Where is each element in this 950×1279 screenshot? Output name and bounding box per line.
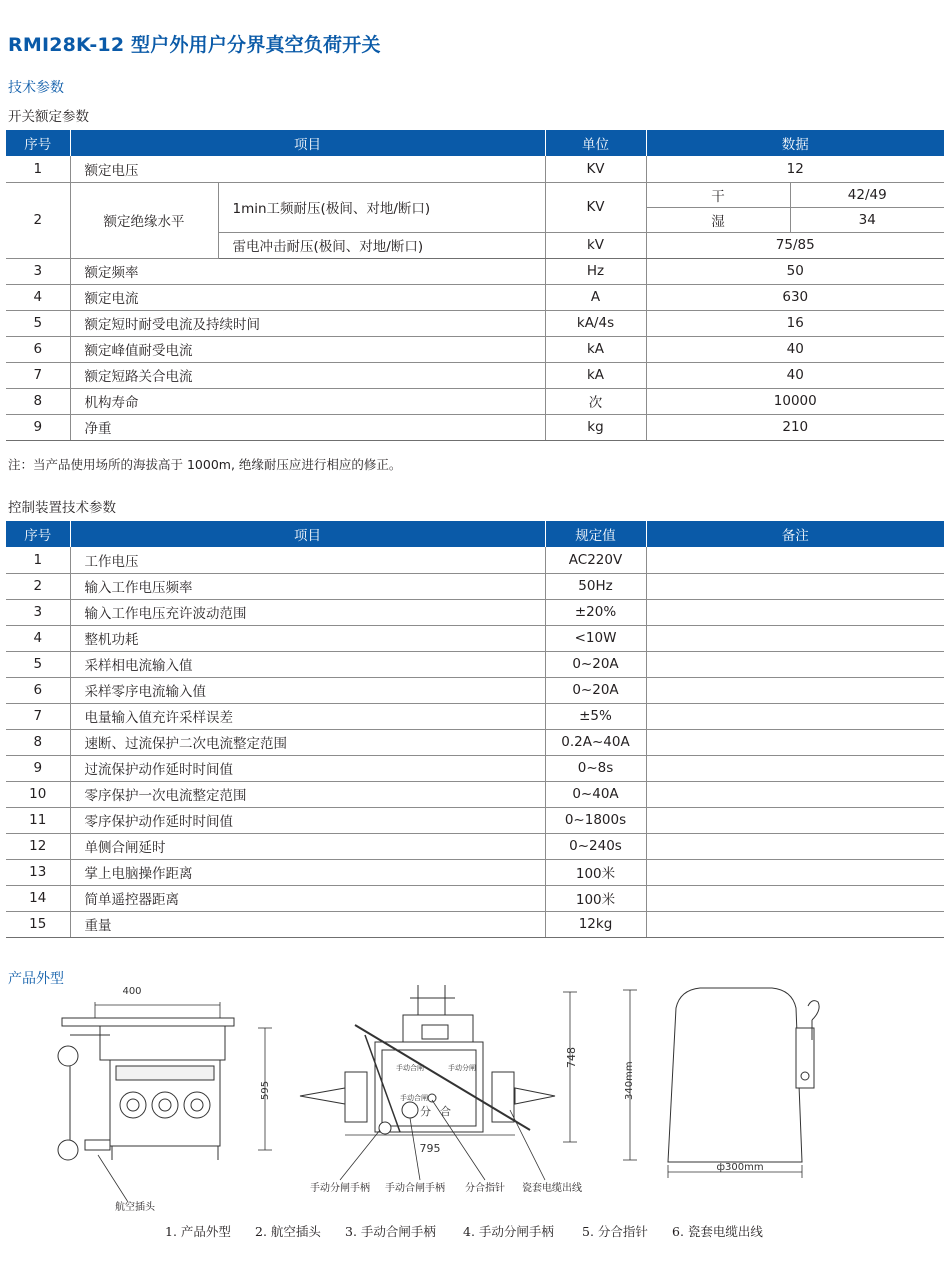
dim-300mm: ф300mm — [716, 1162, 764, 1173]
cell-spec: ±5% — [545, 703, 646, 729]
cell-spec: 50Hz — [545, 573, 646, 599]
cell-item: 机构寿命 — [70, 388, 545, 414]
cell-subitem: 1min工频耐压(极间、对地/断口) — [218, 182, 545, 232]
cell-spec: 0.2A~40A — [545, 729, 646, 755]
cell-item: 输入工作电压充许波动范围 — [70, 599, 545, 625]
label-aviation-plug: 航空插头 — [115, 1202, 155, 1213]
altitude-note: 注：当产品使用场所的海拔高于 1000m, 绝缘耐压应进行相应的修正。 — [8, 457, 402, 472]
cell-item: 零序保护一次电流整定范围 — [70, 781, 545, 807]
dim-795: 795 — [419, 1142, 441, 1155]
caption-2: 2. 航空插头 — [255, 1224, 321, 1239]
cell-no: 9 — [6, 755, 70, 781]
cell-value: 75/85 — [646, 232, 944, 258]
cell-no: 5 — [6, 310, 70, 336]
table-header-row — [6, 130, 944, 156]
cell-no: 3 — [6, 258, 70, 284]
table-row — [6, 547, 944, 573]
cell-subitem: 雷电冲击耐压(极间、对地/断口) — [218, 232, 545, 258]
table-row — [6, 859, 944, 885]
cell-spec: 12kg — [545, 911, 646, 937]
cell-no: 7 — [6, 703, 70, 729]
section-product-outline: 产品外型 — [8, 971, 64, 987]
cell-value: 12 — [646, 156, 944, 182]
cell-value: 210 — [646, 414, 944, 440]
cell-no: 12 — [6, 833, 70, 859]
cell-spec: 0~20A — [545, 677, 646, 703]
cell-no: 3 — [6, 599, 70, 625]
caption-3: 3. 手动合闸手柄 — [345, 1224, 436, 1239]
cell-no: 2 — [6, 182, 70, 258]
table-row — [6, 677, 944, 703]
table-row — [6, 729, 944, 755]
cell-remark — [646, 755, 944, 781]
table-row — [6, 573, 944, 599]
cell-no: 1 — [6, 547, 70, 573]
cell-remark — [646, 547, 944, 573]
table-row — [6, 182, 944, 207]
cell-value: 50 — [646, 258, 944, 284]
cell-no: 5 — [6, 651, 70, 677]
cell-no: 4 — [6, 625, 70, 651]
dim-748: 748 — [565, 1047, 578, 1068]
cell-no: 6 — [6, 677, 70, 703]
cell-wet-label: 湿 — [646, 207, 790, 232]
table-row — [6, 911, 944, 937]
table-header-row — [6, 521, 944, 547]
cell-no: 7 — [6, 362, 70, 388]
table-row — [6, 625, 944, 651]
cell-unit: kA/4s — [545, 310, 646, 336]
header-remark: 备注 — [646, 521, 944, 547]
cell-spec: 0~1800s — [545, 807, 646, 833]
panel-close-mark: 合 — [440, 1105, 451, 1118]
cell-item: 过流保护动作延时时间值 — [70, 755, 545, 781]
cell-item: 单侧合闸延时 — [70, 833, 545, 859]
cell-item: 电量输入值充许采样误差 — [70, 703, 545, 729]
label-manual-close-handle: 手动合闸手柄 — [385, 1183, 445, 1194]
cell-item: 额定频率 — [70, 258, 545, 284]
cell-remark — [646, 859, 944, 885]
cell-item: 额定短时耐受电流及持续时间 — [70, 310, 545, 336]
cell-item: 额定绝缘水平 — [70, 182, 218, 258]
cell-item: 额定电流 — [70, 284, 545, 310]
label-cable-outlet: 瓷套电缆出线 — [522, 1183, 582, 1194]
cell-item: 掌上电脑操作距离 — [70, 859, 545, 885]
panel-manual-close-text-2: 手动合闸 — [400, 1094, 428, 1102]
cell-item: 简单遥控器距离 — [70, 885, 545, 911]
label-indicator: 分合指针 — [465, 1183, 505, 1194]
cell-remark — [646, 599, 944, 625]
cell-unit: kA — [545, 362, 646, 388]
header-no: 序号 — [6, 130, 70, 156]
cell-no: 14 — [6, 885, 70, 911]
table-row — [6, 414, 944, 440]
table-row — [6, 755, 944, 781]
caption-1: 1. 产品外型 — [165, 1224, 231, 1239]
header-item: 项目 — [70, 130, 545, 156]
caption-5: 5. 分合指针 — [582, 1224, 648, 1239]
cell-spec: ±20% — [545, 599, 646, 625]
cell-remark — [646, 807, 944, 833]
cell-spec: 0~8s — [545, 755, 646, 781]
cell-item: 输入工作电压频率 — [70, 573, 545, 599]
cell-item: 采样零序电流输入值 — [70, 677, 545, 703]
side-view-drawing — [58, 1002, 272, 1202]
cell-item: 额定峰值耐受电流 — [70, 336, 545, 362]
table-row — [6, 703, 944, 729]
dim-595: 595 — [260, 1080, 271, 1100]
control-params-table — [6, 521, 944, 938]
cell-dry-value: 42/49 — [790, 182, 944, 207]
cell-no: 15 — [6, 911, 70, 937]
cell-item: 整机功耗 — [70, 625, 545, 651]
cell-no: 1 — [6, 156, 70, 182]
cell-value: 16 — [646, 310, 944, 336]
cell-value: 40 — [646, 362, 944, 388]
section-tech-params: 技术参数 — [8, 80, 64, 96]
cell-item: 工作电压 — [70, 547, 545, 573]
cell-dry-label: 干 — [646, 182, 790, 207]
table-row — [6, 388, 944, 414]
cell-no: 10 — [6, 781, 70, 807]
cell-remark — [646, 729, 944, 755]
cell-no: 6 — [6, 336, 70, 362]
cell-spec: 100米 — [545, 859, 646, 885]
dim-400: 400 — [122, 986, 142, 997]
cell-item: 额定电压 — [70, 156, 545, 182]
panel-manual-open-text: 手动分闸 — [448, 1064, 476, 1072]
cell-item: 速断、过流保护二次电流整定范围 — [70, 729, 545, 755]
subsection-control-params: 控制装置技术参数 — [8, 500, 116, 516]
table-row — [6, 833, 944, 859]
caption-6: 6. 瓷套电缆出线 — [672, 1224, 763, 1239]
switch-ratings-table — [6, 130, 944, 441]
cell-no: 9 — [6, 414, 70, 440]
cell-remark — [646, 651, 944, 677]
cell-remark — [646, 833, 944, 859]
cell-value: 40 — [646, 336, 944, 362]
cell-remark — [646, 625, 944, 651]
table-row — [6, 651, 944, 677]
table-row — [6, 284, 944, 310]
panel-open-mark: 分 — [420, 1105, 431, 1118]
cell-remark — [646, 573, 944, 599]
cell-no: 11 — [6, 807, 70, 833]
panel-manual-close-text: 手动合闸 — [396, 1064, 424, 1072]
cover-view-drawing — [623, 988, 819, 1178]
cell-item: 重量 — [70, 911, 545, 937]
table-row — [6, 310, 944, 336]
cell-unit: Hz — [545, 258, 646, 284]
header-data: 数据 — [646, 130, 944, 156]
header-spec: 规定值 — [545, 521, 646, 547]
cell-item: 零序保护动作延时时间值 — [70, 807, 545, 833]
cell-unit: kA — [545, 336, 646, 362]
cell-remark — [646, 781, 944, 807]
cell-unit: A — [545, 284, 646, 310]
cell-item: 额定短路关合电流 — [70, 362, 545, 388]
cell-remark — [646, 885, 944, 911]
table-row — [6, 807, 944, 833]
cell-remark — [646, 911, 944, 937]
label-manual-open-handle: 手动分闸手柄 — [310, 1183, 370, 1194]
cell-unit: 次 — [545, 388, 646, 414]
cell-spec: 100米 — [545, 885, 646, 911]
cell-value: 10000 — [646, 388, 944, 414]
cell-item: 采样相电流输入值 — [70, 651, 545, 677]
table-row — [6, 336, 944, 362]
cell-spec: 0~240s — [545, 833, 646, 859]
caption-4: 4. 手动分闸手柄 — [463, 1224, 554, 1239]
cell-unit: kg — [545, 414, 646, 440]
table-row — [6, 362, 944, 388]
table-row — [6, 781, 944, 807]
cell-remark — [646, 677, 944, 703]
table-row — [6, 156, 944, 182]
table-row — [6, 885, 944, 911]
cell-no: 4 — [6, 284, 70, 310]
product-outline-drawing — [0, 980, 950, 1240]
cell-no: 8 — [6, 729, 70, 755]
cell-spec: AC220V — [545, 547, 646, 573]
cell-unit: KV — [545, 182, 646, 232]
cell-no: 13 — [6, 859, 70, 885]
cell-wet-value: 34 — [790, 207, 944, 232]
cell-no: 2 — [6, 573, 70, 599]
cell-spec: 0~20A — [545, 651, 646, 677]
page-title: RMI28K-12 型户外用户分界真空负荷开关 — [8, 34, 381, 56]
cell-item: 净重 — [70, 414, 545, 440]
cell-unit: kV — [545, 232, 646, 258]
header-unit: 单位 — [545, 130, 646, 156]
dim-340mm: 340mm — [624, 1061, 635, 1100]
cell-no: 8 — [6, 388, 70, 414]
table-row — [6, 599, 944, 625]
cell-spec: <10W — [545, 625, 646, 651]
cell-unit: KV — [545, 156, 646, 182]
cell-spec: 0~40A — [545, 781, 646, 807]
cell-remark — [646, 703, 944, 729]
table-row — [6, 258, 944, 284]
header-item: 项目 — [70, 521, 545, 547]
header-no: 序号 — [6, 521, 70, 547]
cell-value: 630 — [646, 284, 944, 310]
subsection-switch-ratings: 开关额定参数 — [8, 109, 89, 125]
